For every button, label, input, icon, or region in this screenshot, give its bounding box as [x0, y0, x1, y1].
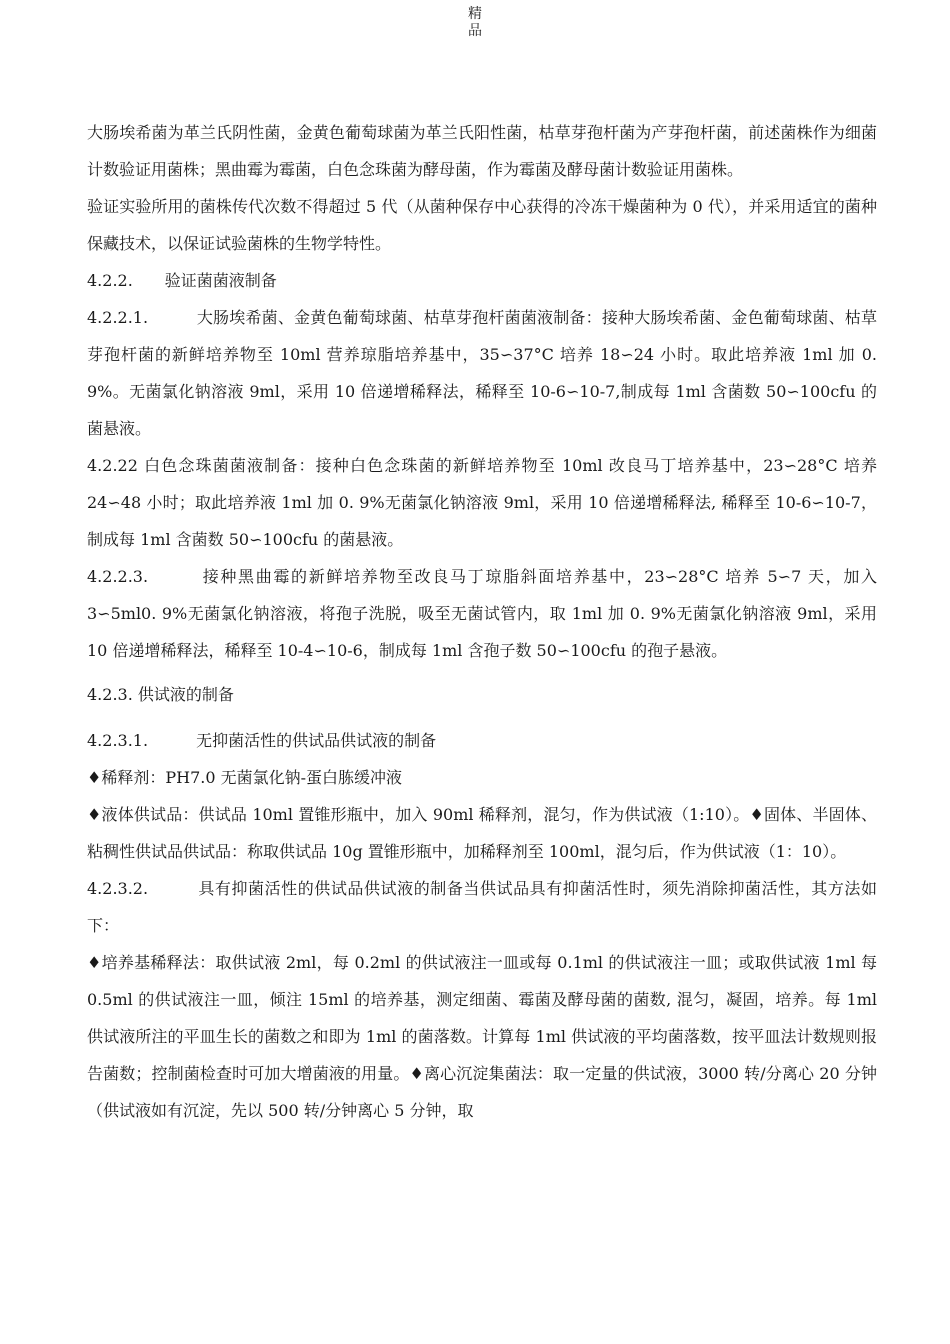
paragraph-liquid-sample: ♦液体供试品：供试品 10ml 置锥形瓶中，加入 90ml 稀释剂，混匀，作为供试液（1:10）。♦固体、半固体、粘稠性供试品供试品：称取供试品 10g 置锥形瓶中，加稀释剂至 100ml，混匀后，作为供试液（1：10）。	[87, 805, 877, 861]
header-char-1: 精	[468, 6, 482, 22]
paragraph-4-2-2-1: 4.2.2.1. 大肠埃希菌、金黄色葡萄球菌、枯草芽孢杆菌菌液制备：接种大肠埃希菌、金色葡萄球菌、枯草芽孢杆菌的新鲜培养物至 10ml 营养琼脂培养基中，35∽37°C 培养 18∽24 小时。取此培养液 1ml 加 0. 9%。无菌氯化钠溶液 9ml，采用 10 倍递增稀释法，稀释至 10-6∽10-7,制成每 1ml 含菌数 50∽100cfu 的菌悬液。	[87, 308, 877, 438]
paragraph-4-2-2-2: 4.2.22 白色念珠菌菌液制备：接种白色念珠菌的新鲜培养物至 10ml 改良马丁培养基中，23∽28°C 培养 24∽48 小时；取此培养液 1ml 加 0. 9%无菌氯化钠溶液 9ml，采用 10 倍递增稀释法, 稀释至 10-6∽10-7，制成每 1ml 含菌数 50∽100cfu 的菌悬液。	[87, 456, 877, 549]
section-heading-4-2-2: 4.2.2. 验证菌菌液制备	[87, 271, 277, 290]
paragraph-4-2-2-3: 4.2.2.3. 接种黑曲霉的新鲜培养物至改良马丁琼脂斜面培养基中，23∽28°C 培养 5∽7 天，加入 3∽5ml0. 9%无菌氯化钠溶液，将孢子洗脱，吸至无菌试管内，取 1ml 加 0. 9%无菌氯化钠溶液 9ml，采用 10 倍递增稀释法，稀释至 10-4∽10-6，制成每 1ml 含孢子数 50∽100cfu 的孢子悬液。	[87, 567, 877, 660]
header-char-2: 品	[468, 23, 482, 39]
paragraph-4-2-3-2: 4.2.3.2. 具有抑菌活性的供试品供试液的制备当供试品具有抑菌活性时，须先消除抑菌活性，其方法如下：	[87, 879, 877, 935]
section-heading-4-2-3: 4.2.3. 供试液的制备	[87, 685, 234, 704]
paragraph-strain-description: 大肠埃希菌为革兰氏阴性菌，金黄色葡萄球菌为革兰氏阳性菌，枯草芽孢杆菌为产芽孢杆菌，前述菌株作为细菌计数验证用菌株；黑曲霉为霉菌，白色念珠菌为酵母菌，作为霉菌及酵母菌计数验证用菌株。	[87, 123, 877, 179]
page-header	[0, 6, 950, 40]
paragraph-diluent: ♦稀释剂：PH7.0 无菌氯化钠-蛋白胨缓冲液	[87, 768, 403, 787]
paragraph-passage-limit: 验证实验所用的菌株传代次数不得超过 5 代（从菌种保存中心获得的冷冻干燥菌种为 0 代），并采用适宜的菌种保藏技术，以保证试验菌株的生物学特性。	[87, 197, 877, 253]
paragraph-medium-dilution: ♦培养基稀释法：取供试液 2ml，每 0.2ml 的供试液注一皿或每 0.1ml 的供试液注一皿；或取供试液 1ml 每 0.5ml 的供试液注一皿，倾注 15ml 的培养基，测定细菌、霉菌及酵母菌的菌数, 混匀，凝固，培养。每 1ml 供试液所注的平皿生长的菌数之和即为 1ml 的菌落数。计算每 1ml 供试液的平均菌落数，按平皿法计数规则报告菌数；控制菌检查时可加大增菌液的用量。♦离心沉淀集菌法：取一定量的供试液，3000 转/分离心 20 分钟（供试液如有沉淀，先以 500 转/分钟离心 5 分钟，取	[87, 953, 877, 1120]
section-heading-4-2-3-1: 4.2.3.1. 无抑菌活性的供试品供试液的制备	[87, 731, 437, 750]
document-body	[87, 114, 877, 1129]
